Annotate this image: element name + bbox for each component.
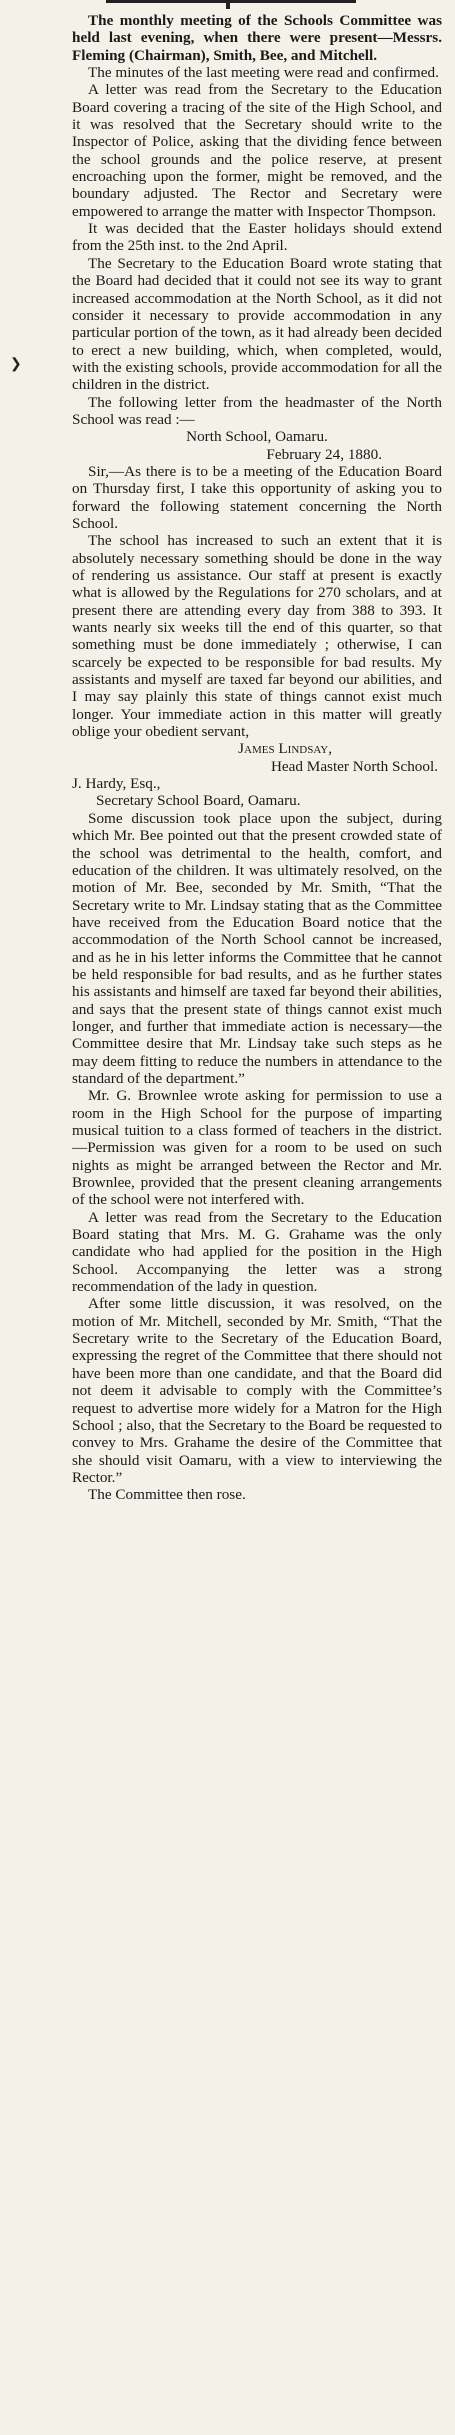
letter-paragraph: Sir,—As there is to be a meeting of the Education Board on Thursday first, I take this opportunity of asking you to forward the following statement concerning the North School. [72,462,442,532]
article-paragraph: It was decided that the Easter holidays should extend from the 25th inst. to the 2nd April. [72,220,442,255]
letter-place: North School, Oamaru. [186,428,328,446]
margin-mark-icon: ❯ [10,357,22,372]
letter-paragraph: The school has increased to such an extent that it is absolutely necessary something should be done in the way of rendering us assistance. Our staff at present is exactly what is allowed by the Regulations for 270 scholars, and at present there are attending every day from 388 to 393. It wants nearly six weeks till the end of this quarter, so that something must be done immediately ; otherwise, I can scarcely be expected to be responsible for bad results. My assistants and myself are taxed far beyond our abilities, and I may say plainly this state of things cannot exist much longer. Your immediate action in this matter will greatly oblige your obedient servant, [72,532,442,741]
column-top-rule [106,0,356,3]
letter-signature: James Lindsay, [238,740,332,758]
letter-addressee: J. Hardy, Esq., [72,775,161,793]
article-paragraph: The minutes of the last meeting were read and confirmed. [88,64,439,82]
article-paragraph: A letter was read from the Secretary to the Education Board covering a tracing of the site of the High School, and it was resolved that the Secretary should write to the Inspector of Police, asking that the dividing fence between the school grounds and the police reserve, at present encroaching upon the former, might be removed, and the boundary adjusted. The Rector and Secretary were empowered to arrange the matter with Inspector Thompson. [72,81,442,220]
article-paragraph: A letter was read from the Secretary to the Education Board stating that Mrs. M. G. Grahame was the only candidate who had applied for the position in the High School. Accompanying the letter was a strong recommendation of the lady in question. [72,1208,442,1296]
article-paragraph: Mr. G. Brownlee wrote asking for permission to use a room in the High School for the purpose of imparting musical tuition to a class formed of teachers in the district.—Permission was given for a room to be used on such nights as might be arranged between the Rector and Mr. Brownlee, provided that the present cleaning arrangements of the school were not interfered with. [72,1087,442,1209]
letter-signature-title: Head Master North School. [270,757,438,775]
letter-addressee-title: Secretary School Board, Oamaru. [96,792,301,810]
article-paragraph: The monthly meeting of the Schools Committee was held last evening, when there were present—Messrs. Fleming (Chairman), Smith, Bee, and Mitchell. [72,12,442,64]
article-column [72,12,442,1504]
article-paragraph: The Secretary to the Education Board wrote stating that the Board had decided that it could not see its way to grant increased accommodation at the North School, as it did not consider it necessary to provide accommodation in any particular portion of the town, as it had already been decided to erect a new building, which, when completed, would, with the existing schools, provide accommodation for all the children in the district. [72,254,442,394]
article-paragraph: After some little discussion, it was resolved, on the motion of Mr. Mitchell, seconded by Mr. Smith, “That the Secretary write to the Secretary of the Education Board, expressing the regret of the Committee that there should not have been more than one candidate, and that the Board did not deem it advisable to comply with the Committee’s request to advertise more widely for a Matron for the High School ; also, that the Secretary to the Board be requested to convey to Mrs. Grahame the desire of the Committee that she should visit Oamaru, with a view to interviewing the Rector.” [72,1295,442,1486]
article-paragraph: The following letter from the headmaster of the North School was read :— [72,393,442,428]
letter-date: February 24, 1880. [266,445,382,463]
article-paragraph: Some discussion took place upon the subject, during which Mr. Bee pointed out that the present crowded state of the school was detrimental to the health, comfort, and education of the children. It was ultimately resolved, on the motion of Mr. Bee, seconded by Mr. Smith, “That the Secretary write to Mr. Lindsay stating that as the Committee have received from the Education Board notice that the accommodation of the North School cannot be increased, and as he in his letter informs the Committee that he cannot be held responsible for bad results, and as he further states his assistants and himself are taxed far beyond their abilities, and says that the present state of things cannot exist much longer, and further that immediate action is necessary—the Committee desire that Mr. Lindsay take such steps as he may deem fitting to reduce the numbers in attendance to the standard of the department.” [72,809,442,1087]
article-paragraph: The Committee then rose. [88,1486,246,1504]
column-top-rule-tick [226,0,230,9]
